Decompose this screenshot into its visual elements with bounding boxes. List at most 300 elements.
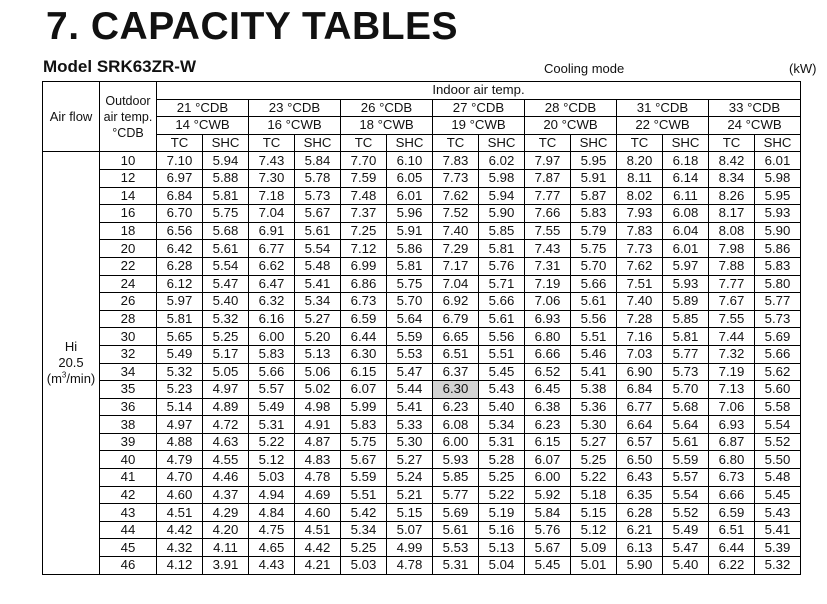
table-row — [43, 152, 801, 170]
tc-value-cell: 6.00 — [525, 469, 571, 487]
tc-value-cell: 6.28 — [617, 504, 663, 522]
tc-value-cell: 7.73 — [617, 240, 663, 258]
tc-value-cell: 7.30 — [249, 169, 295, 187]
shc-value-cell: 5.83 — [755, 257, 801, 275]
tc-value-cell: 7.83 — [433, 152, 479, 170]
shc-value-cell: 4.63 — [203, 433, 249, 451]
outdoor-temp-cell: 26 — [100, 293, 157, 311]
shc-value-cell: 5.15 — [571, 504, 617, 522]
tc-value-cell: 6.00 — [249, 328, 295, 346]
tc-value-cell: 5.14 — [157, 398, 203, 416]
tc-value-cell: 5.76 — [525, 521, 571, 539]
shc-value-cell: 5.95 — [755, 187, 801, 205]
page-title: 7. CAPACITY TABLES — [46, 5, 459, 48]
tc-value-cell: 8.17 — [709, 205, 755, 223]
table-row — [43, 275, 801, 293]
tc-value-cell: 6.99 — [341, 257, 387, 275]
shc-value-cell: 5.61 — [203, 240, 249, 258]
shc-value-cell: 5.66 — [571, 275, 617, 293]
tc-value-cell: 5.31 — [433, 557, 479, 575]
shc-value-cell: 5.60 — [755, 381, 801, 399]
tc-value-cell: 4.65 — [249, 539, 295, 557]
shc-value-cell: 5.31 — [479, 433, 525, 451]
shc-header: SHC — [479, 134, 525, 152]
mode-label: Cooling mode — [544, 61, 625, 76]
tc-value-cell: 6.87 — [709, 433, 755, 451]
tc-value-cell: 6.42 — [157, 240, 203, 258]
tc-value-cell: 6.21 — [617, 521, 663, 539]
tc-value-cell: 6.47 — [249, 275, 295, 293]
shc-value-cell: 5.75 — [571, 240, 617, 258]
shc-value-cell: 5.73 — [755, 310, 801, 328]
shc-value-cell: 5.66 — [755, 345, 801, 363]
shc-value-cell: 5.59 — [387, 328, 433, 346]
shc-value-cell: 5.22 — [479, 486, 525, 504]
tc-value-cell: 6.84 — [157, 187, 203, 205]
tc-value-cell: 7.06 — [525, 293, 571, 311]
shc-value-cell: 4.72 — [203, 416, 249, 434]
tc-value-cell: 6.30 — [341, 345, 387, 363]
shc-value-cell: 5.21 — [387, 486, 433, 504]
indoor-cwb-header: 20 °CWB — [525, 117, 617, 135]
tc-value-cell: 4.32 — [157, 539, 203, 557]
indoor-cdb-header: 31 °CDB — [617, 99, 709, 117]
shc-value-cell: 4.55 — [203, 451, 249, 469]
shc-value-cell: 5.13 — [479, 539, 525, 557]
tc-value-cell: 7.98 — [709, 240, 755, 258]
tc-value-cell: 6.15 — [341, 363, 387, 381]
table-row — [43, 416, 801, 434]
shc-value-cell: 5.01 — [571, 557, 617, 575]
tc-value-cell: 8.26 — [709, 187, 755, 205]
outdoor-temp-cell: 24 — [100, 275, 157, 293]
shc-value-cell: 5.73 — [295, 187, 341, 205]
outdoor-temp-cell: 36 — [100, 398, 157, 416]
shc-value-cell: 6.01 — [387, 187, 433, 205]
shc-value-cell: 5.77 — [755, 293, 801, 311]
shc-value-cell: 5.02 — [295, 381, 341, 399]
tc-value-cell: 6.32 — [249, 293, 295, 311]
outdoor-temp-cell: 45 — [100, 539, 157, 557]
tc-value-cell: 6.92 — [433, 293, 479, 311]
table-row — [43, 222, 801, 240]
air-flow-cell — [43, 152, 100, 574]
shc-value-cell: 5.94 — [203, 152, 249, 170]
tc-value-cell: 5.99 — [341, 398, 387, 416]
shc-value-cell: 5.50 — [755, 451, 801, 469]
shc-value-cell: 5.45 — [755, 486, 801, 504]
shc-header: SHC — [203, 134, 249, 152]
shc-value-cell: 5.40 — [479, 398, 525, 416]
shc-value-cell: 5.54 — [203, 257, 249, 275]
shc-value-cell: 5.04 — [479, 557, 525, 575]
shc-value-cell: 5.46 — [571, 345, 617, 363]
shc-value-cell: 5.47 — [203, 275, 249, 293]
table-row — [43, 381, 801, 399]
shc-value-cell: 5.52 — [663, 504, 709, 522]
shc-value-cell: 5.83 — [571, 205, 617, 223]
shc-value-cell: 5.77 — [663, 345, 709, 363]
shc-value-cell: 3.91 — [203, 557, 249, 575]
shc-value-cell: 6.02 — [479, 152, 525, 170]
shc-value-cell: 5.64 — [387, 310, 433, 328]
tc-value-cell: 5.92 — [525, 486, 571, 504]
outdoor-temp-cell: 14 — [100, 187, 157, 205]
shc-value-cell: 5.68 — [203, 222, 249, 240]
shc-value-cell: 5.95 — [571, 152, 617, 170]
shc-value-cell: 5.36 — [571, 398, 617, 416]
tc-value-cell: 7.97 — [525, 152, 571, 170]
shc-value-cell: 5.22 — [571, 469, 617, 487]
shc-value-cell: 4.51 — [295, 521, 341, 539]
shc-value-cell: 4.97 — [203, 381, 249, 399]
table-row — [43, 504, 801, 522]
outdoor-temp-cell: 41 — [100, 469, 157, 487]
table-row — [43, 363, 801, 381]
tc-value-cell: 7.25 — [341, 222, 387, 240]
tc-value-cell: 7.67 — [709, 293, 755, 311]
tc-value-cell: 8.08 — [709, 222, 755, 240]
tc-value-cell: 5.34 — [341, 521, 387, 539]
tc-value-cell: 4.43 — [249, 557, 295, 575]
outdoor-temp-cell: 28 — [100, 310, 157, 328]
shc-value-cell: 5.71 — [479, 275, 525, 293]
indoor-cdb-header: 33 °CDB — [709, 99, 801, 117]
outdoor-header-line: °CDB — [112, 125, 144, 140]
shc-value-cell: 5.24 — [387, 469, 433, 487]
tc-value-cell: 5.97 — [157, 293, 203, 311]
table-row — [43, 557, 801, 575]
shc-value-cell: 5.07 — [387, 521, 433, 539]
outdoor-header-line: air temp. — [103, 109, 153, 124]
tc-value-cell: 7.55 — [709, 310, 755, 328]
air-flow-unit: (m — [46, 371, 62, 386]
tc-value-cell: 6.13 — [617, 539, 663, 557]
shc-value-cell: 6.14 — [663, 169, 709, 187]
indoor-cwb-header: 19 °CWB — [433, 117, 525, 135]
tc-value-cell: 6.08 — [433, 416, 479, 434]
shc-value-cell: 5.30 — [387, 433, 433, 451]
shc-value-cell: 5.05 — [203, 363, 249, 381]
tc-value-cell: 6.00 — [433, 433, 479, 451]
table-row — [43, 169, 801, 187]
shc-value-cell: 5.54 — [295, 240, 341, 258]
tc-value-cell: 5.22 — [249, 433, 295, 451]
tc-value-cell: 6.93 — [709, 416, 755, 434]
tc-value-cell: 7.77 — [709, 275, 755, 293]
outdoor-temp-cell: 18 — [100, 222, 157, 240]
shc-value-cell: 4.99 — [387, 539, 433, 557]
shc-value-cell: 5.32 — [203, 310, 249, 328]
shc-value-cell: 5.44 — [387, 381, 433, 399]
shc-value-cell: 5.16 — [479, 521, 525, 539]
tc-value-cell: 6.73 — [709, 469, 755, 487]
model-label: Model SRK63ZR-W — [43, 57, 196, 76]
shc-value-cell: 5.58 — [755, 398, 801, 416]
shc-value-cell: 5.61 — [479, 310, 525, 328]
tc-value-cell: 5.77 — [433, 486, 479, 504]
tc-value-cell: 6.28 — [157, 257, 203, 275]
tc-value-cell: 6.77 — [617, 398, 663, 416]
shc-value-cell: 5.87 — [571, 187, 617, 205]
tc-value-cell: 6.66 — [525, 345, 571, 363]
shc-value-cell: 5.53 — [387, 345, 433, 363]
tc-value-cell: 7.19 — [525, 275, 571, 293]
shc-value-cell: 5.96 — [387, 205, 433, 223]
shc-value-cell: 5.91 — [571, 169, 617, 187]
indoor-cdb-header: 23 °CDB — [249, 99, 341, 117]
shc-value-cell: 5.32 — [755, 557, 801, 575]
indoor-cdb-header: 26 °CDB — [341, 99, 433, 117]
shc-header: SHC — [755, 134, 801, 152]
shc-value-cell: 5.81 — [203, 187, 249, 205]
shc-value-cell: 5.40 — [663, 557, 709, 575]
tc-value-cell: 7.17 — [433, 257, 479, 275]
shc-value-cell: 5.61 — [663, 433, 709, 451]
shc-value-cell: 5.54 — [663, 486, 709, 504]
tc-value-cell: 6.51 — [709, 521, 755, 539]
outdoor-temp-cell: 20 — [100, 240, 157, 258]
tc-value-cell: 5.31 — [249, 416, 295, 434]
tc-value-cell: 4.75 — [249, 521, 295, 539]
tc-value-cell: 7.59 — [341, 169, 387, 187]
shc-value-cell: 5.25 — [479, 469, 525, 487]
shc-value-cell: 5.59 — [663, 451, 709, 469]
shc-value-cell: 5.81 — [663, 328, 709, 346]
table-row — [43, 240, 801, 258]
tc-value-cell: 7.28 — [617, 310, 663, 328]
tc-value-cell: 5.12 — [249, 451, 295, 469]
shc-value-cell: 5.34 — [479, 416, 525, 434]
air-flow-unit: /min) — [66, 371, 96, 386]
shc-value-cell: 5.15 — [387, 504, 433, 522]
shc-value-cell: 5.97 — [663, 257, 709, 275]
shc-value-cell: 5.41 — [755, 521, 801, 539]
air-flow-header: Air flow — [43, 82, 100, 152]
shc-value-cell: 5.41 — [387, 398, 433, 416]
shc-value-cell: 5.33 — [387, 416, 433, 434]
tc-value-cell: 6.16 — [249, 310, 295, 328]
tc-value-cell: 6.44 — [709, 539, 755, 557]
tc-value-cell: 7.12 — [341, 240, 387, 258]
shc-value-cell: 5.57 — [663, 469, 709, 487]
unit-label: (kW) — [789, 61, 817, 76]
shc-value-cell: 5.66 — [479, 293, 525, 311]
shc-value-cell: 5.98 — [755, 169, 801, 187]
tc-value-cell: 7.66 — [525, 205, 571, 223]
tc-header: TC — [617, 134, 663, 152]
shc-value-cell: 5.61 — [571, 293, 617, 311]
shc-value-cell: 5.19 — [479, 504, 525, 522]
tc-value-cell: 7.10 — [157, 152, 203, 170]
outdoor-temp-cell: 10 — [100, 152, 157, 170]
shc-value-cell: 4.42 — [295, 539, 341, 557]
outdoor-temp-cell: 46 — [100, 557, 157, 575]
table-row — [43, 328, 801, 346]
tc-value-cell: 4.42 — [157, 521, 203, 539]
shc-value-cell: 5.81 — [479, 240, 525, 258]
tc-value-cell: 6.35 — [617, 486, 663, 504]
tc-value-cell: 7.43 — [525, 240, 571, 258]
shc-value-cell: 4.46 — [203, 469, 249, 487]
tc-value-cell: 5.90 — [617, 557, 663, 575]
tc-value-cell: 7.04 — [433, 275, 479, 293]
outdoor-temp-cell: 44 — [100, 521, 157, 539]
tc-value-cell: 5.83 — [249, 345, 295, 363]
tc-value-cell: 4.12 — [157, 557, 203, 575]
outdoor-header-line: Outdoor — [105, 93, 151, 108]
shc-value-cell: 5.67 — [295, 205, 341, 223]
tc-value-cell: 6.50 — [617, 451, 663, 469]
tc-value-cell: 7.62 — [433, 187, 479, 205]
shc-value-cell: 5.51 — [479, 345, 525, 363]
tc-value-cell: 6.52 — [525, 363, 571, 381]
shc-value-cell: 5.43 — [479, 381, 525, 399]
tc-value-cell: 5.49 — [157, 345, 203, 363]
tc-value-cell: 8.42 — [709, 152, 755, 170]
shc-value-cell: 5.13 — [295, 345, 341, 363]
tc-value-cell: 6.07 — [341, 381, 387, 399]
shc-value-cell: 5.41 — [571, 363, 617, 381]
shc-value-cell: 5.38 — [571, 381, 617, 399]
outdoor-temp-cell: 32 — [100, 345, 157, 363]
shc-value-cell: 5.49 — [663, 521, 709, 539]
table-row — [43, 345, 801, 363]
tc-value-cell: 8.34 — [709, 169, 755, 187]
tc-value-cell: 6.12 — [157, 275, 203, 293]
shc-value-cell: 5.68 — [663, 398, 709, 416]
indoor-cwb-header: 22 °CWB — [617, 117, 709, 135]
tc-value-cell: 6.43 — [617, 469, 663, 487]
indoor-cdb-header: 21 °CDB — [157, 99, 249, 117]
outdoor-temp-cell: 34 — [100, 363, 157, 381]
shc-value-cell: 6.18 — [663, 152, 709, 170]
tc-value-cell: 7.04 — [249, 205, 295, 223]
air-flow-unit-sup: 3 — [61, 370, 67, 380]
shc-value-cell: 5.73 — [663, 363, 709, 381]
shc-value-cell: 5.85 — [663, 310, 709, 328]
tc-value-cell: 6.37 — [433, 363, 479, 381]
shc-value-cell: 5.45 — [479, 363, 525, 381]
shc-value-cell: 5.79 — [571, 222, 617, 240]
tc-value-cell: 5.67 — [341, 451, 387, 469]
shc-value-cell: 5.61 — [295, 222, 341, 240]
tc-value-cell: 6.73 — [341, 293, 387, 311]
tc-value-cell: 6.57 — [617, 433, 663, 451]
tc-value-cell: 6.23 — [433, 398, 479, 416]
tc-value-cell: 7.16 — [617, 328, 663, 346]
tc-value-cell: 7.40 — [433, 222, 479, 240]
tc-value-cell: 4.88 — [157, 433, 203, 451]
shc-value-cell: 6.04 — [663, 222, 709, 240]
table-row — [43, 398, 801, 416]
tc-value-cell: 8.02 — [617, 187, 663, 205]
tc-value-cell: 6.97 — [157, 169, 203, 187]
tc-value-cell: 6.23 — [525, 416, 571, 434]
shc-value-cell: 4.91 — [295, 416, 341, 434]
shc-value-cell: 5.18 — [571, 486, 617, 504]
tc-value-cell: 6.77 — [249, 240, 295, 258]
shc-value-cell: 4.37 — [203, 486, 249, 504]
tc-value-cell: 5.67 — [525, 539, 571, 557]
tc-value-cell: 6.65 — [433, 328, 479, 346]
tc-value-cell: 6.79 — [433, 310, 479, 328]
shc-value-cell: 4.21 — [295, 557, 341, 575]
tc-value-cell: 4.70 — [157, 469, 203, 487]
shc-value-cell: 5.30 — [571, 416, 617, 434]
tc-value-cell: 5.69 — [433, 504, 479, 522]
shc-value-cell: 5.47 — [663, 539, 709, 557]
shc-value-cell: 5.90 — [755, 222, 801, 240]
shc-value-cell: 5.93 — [663, 275, 709, 293]
shc-value-cell: 5.88 — [203, 169, 249, 187]
tc-header: TC — [709, 134, 755, 152]
indoor-cwb-header: 24 °CWB — [709, 117, 801, 135]
table-row — [43, 293, 801, 311]
shc-value-cell: 5.69 — [755, 328, 801, 346]
table-row — [43, 187, 801, 205]
tc-value-cell: 7.87 — [525, 169, 571, 187]
shc-value-cell: 5.91 — [387, 222, 433, 240]
air-flow-volume: 20.5 — [58, 355, 84, 370]
tc-value-cell: 6.84 — [617, 381, 663, 399]
shc-value-cell: 5.76 — [479, 257, 525, 275]
shc-value-cell: 5.81 — [387, 257, 433, 275]
indoor-cdb-header: 27 °CDB — [433, 99, 525, 117]
shc-value-cell: 6.01 — [663, 240, 709, 258]
tc-value-cell: 6.93 — [525, 310, 571, 328]
shc-value-cell: 5.80 — [755, 275, 801, 293]
shc-value-cell: 5.48 — [295, 257, 341, 275]
tc-value-cell: 4.84 — [249, 504, 295, 522]
shc-value-cell: 5.84 — [295, 152, 341, 170]
shc-value-cell: 5.06 — [295, 363, 341, 381]
table-row — [43, 521, 801, 539]
shc-value-cell: 5.34 — [295, 293, 341, 311]
shc-value-cell: 5.27 — [387, 451, 433, 469]
tc-value-cell: 5.61 — [433, 521, 479, 539]
shc-value-cell: 4.60 — [295, 504, 341, 522]
shc-value-cell: 4.89 — [203, 398, 249, 416]
outdoor-temp-cell: 42 — [100, 486, 157, 504]
table-row — [43, 539, 801, 557]
shc-value-cell: 5.52 — [755, 433, 801, 451]
indoor-cwb-header: 16 °CWB — [249, 117, 341, 135]
tc-value-cell: 6.90 — [617, 363, 663, 381]
shc-value-cell: 4.78 — [387, 557, 433, 575]
tc-value-cell: 6.15 — [525, 433, 571, 451]
shc-value-cell: 5.40 — [203, 293, 249, 311]
shc-value-cell: 5.56 — [479, 328, 525, 346]
table-row — [43, 257, 801, 275]
shc-value-cell: 5.75 — [203, 205, 249, 223]
tc-value-cell: 7.37 — [341, 205, 387, 223]
shc-value-cell: 6.11 — [663, 187, 709, 205]
shc-value-cell: 5.54 — [755, 416, 801, 434]
indoor-cwb-header: 18 °CWB — [341, 117, 433, 135]
shc-value-cell: 5.12 — [571, 521, 617, 539]
tc-value-cell: 6.22 — [709, 557, 755, 575]
tc-header: TC — [433, 134, 479, 152]
shc-value-cell: 5.64 — [663, 416, 709, 434]
tc-value-cell: 6.70 — [157, 205, 203, 223]
shc-value-cell: 5.98 — [479, 169, 525, 187]
shc-value-cell: 5.09 — [571, 539, 617, 557]
tc-value-cell: 7.55 — [525, 222, 571, 240]
tc-value-cell: 7.40 — [617, 293, 663, 311]
shc-value-cell: 5.85 — [479, 222, 525, 240]
tc-value-cell: 6.80 — [525, 328, 571, 346]
